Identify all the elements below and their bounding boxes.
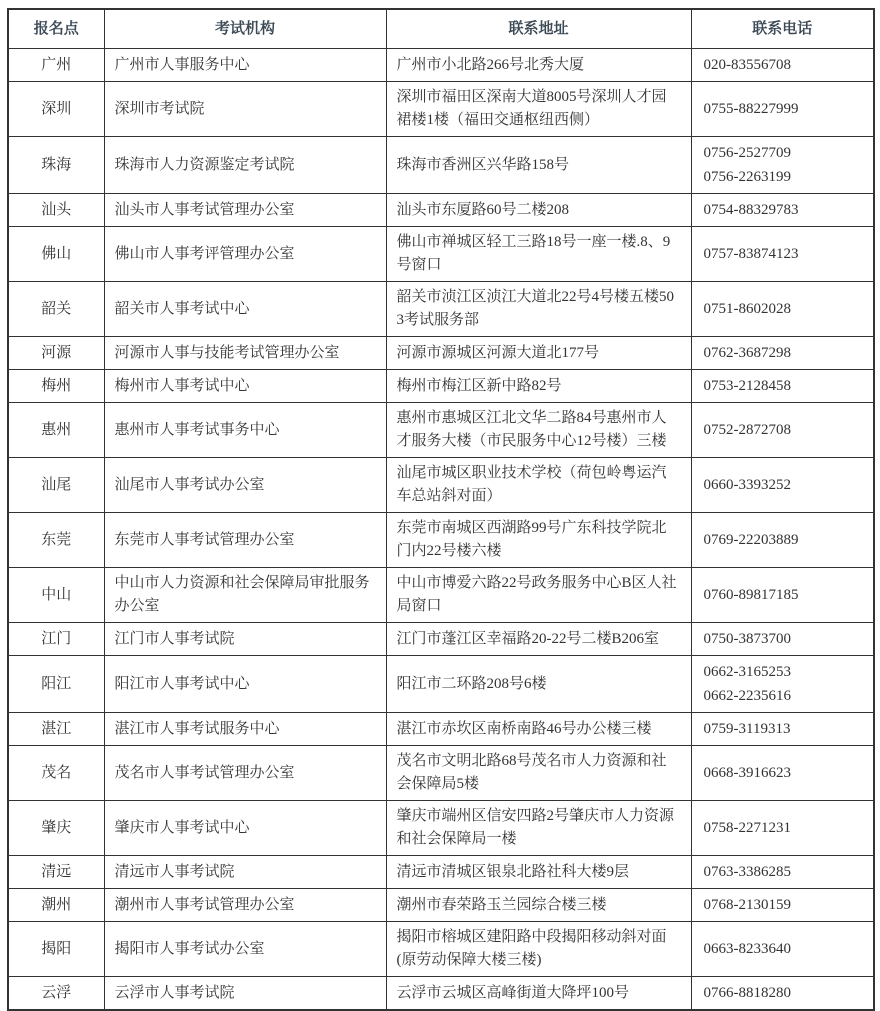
table-row <box>8 137 874 194</box>
phone-cell <box>691 922 874 977</box>
address-cell: 中山市博爱六路22号政务服务中心B区人社局窗口 <box>386 568 691 623</box>
address-cell: 揭阳市榕城区建阳路中段揭阳移动斜对面(原劳动保障大楼三楼) <box>386 922 691 977</box>
address-cell: 潮州市春荣路玉兰园综合楼三楼 <box>386 889 691 922</box>
exam-org-cell: 汕尾市人事考试办公室 <box>104 458 386 513</box>
table-row <box>8 49 874 82</box>
table-row <box>8 623 874 656</box>
phone-number: 0768-2130159 <box>703 897 791 913</box>
exam-org-cell: 清远市人事考试院 <box>104 856 386 889</box>
registration-point-cell: 广州 <box>8 49 104 82</box>
exam-org-cell: 梅州市人事考试中心 <box>104 370 386 403</box>
phone-cell <box>691 137 874 194</box>
address-cell: 河源市源城区河源大道北177号 <box>386 337 691 370</box>
exam-org-cell: 潮州市人事考试管理办公室 <box>104 889 386 922</box>
phone-number: 0760-89817185 <box>703 587 799 603</box>
registration-point-cell: 阳江 <box>8 656 104 713</box>
phone-cell <box>691 194 874 227</box>
address-cell: 湛江市赤坎区南桥南路46号办公楼三楼 <box>386 713 691 746</box>
registration-point-cell: 湛江 <box>8 713 104 746</box>
registration-point-cell: 江门 <box>8 623 104 656</box>
table-row <box>8 801 874 856</box>
exam-registration-contact-table <box>7 8 875 1011</box>
registration-point-cell: 汕头 <box>8 194 104 227</box>
address-cell: 肇庆市端州区信安四路2号肇庆市人力资源和社会保障局一楼 <box>386 801 691 856</box>
exam-org-cell: 汕头市人事考试管理办公室 <box>104 194 386 227</box>
phone-number: 0660-3393252 <box>703 477 791 493</box>
table-row <box>8 370 874 403</box>
registration-point-cell: 韶关 <box>8 282 104 337</box>
exam-org-cell: 惠州市人事考试事务中心 <box>104 403 386 458</box>
exam-org-cell: 中山市人力资源和社会保障局审批服务办公室 <box>104 568 386 623</box>
phone-number: 0756-2263199 <box>703 169 791 185</box>
registration-point-cell: 清远 <box>8 856 104 889</box>
address-cell: 佛山市禅城区轻工三路18号一座一楼.8、9号窗口 <box>386 227 691 282</box>
phone-number: 0757-83874123 <box>703 246 799 262</box>
registration-point-cell: 惠州 <box>8 403 104 458</box>
address-cell: 深圳市福田区深南大道8005号深圳人才园裙楼1楼（福田交通枢纽西侧） <box>386 82 691 137</box>
phone-number: 0751-8602028 <box>703 301 791 317</box>
phone-cell <box>691 370 874 403</box>
table-row <box>8 746 874 801</box>
header-address: 联系地址 <box>386 9 691 49</box>
table-header <box>8 9 874 49</box>
phone-number: 0756-2527709 <box>703 145 791 161</box>
phone-number: 0668-3916623 <box>703 765 791 781</box>
registration-point-cell: 河源 <box>8 337 104 370</box>
phone-cell <box>691 227 874 282</box>
address-cell: 汕头市东厦路60号二楼208 <box>386 194 691 227</box>
address-cell: 清远市清城区银泉北路社科大楼9层 <box>386 856 691 889</box>
registration-point-cell: 东莞 <box>8 513 104 568</box>
phone-number: 0752-2872708 <box>703 422 791 438</box>
registration-point-cell: 佛山 <box>8 227 104 282</box>
exam-org-cell: 河源市人事与技能考试管理办公室 <box>104 337 386 370</box>
phone-cell <box>691 889 874 922</box>
phone-number: 0755-88227999 <box>703 101 799 117</box>
phone-number: 0758-2271231 <box>703 820 791 836</box>
phone-number: 0769-22203889 <box>703 532 799 548</box>
phone-cell <box>691 801 874 856</box>
phone-cell <box>691 746 874 801</box>
header-row <box>8 9 874 49</box>
table-row <box>8 194 874 227</box>
table-row <box>8 713 874 746</box>
phone-cell <box>691 856 874 889</box>
phone-cell <box>691 403 874 458</box>
address-cell: 惠州市惠城区江北文华二路84号惠州市人才服务大楼（市民服务中心12号楼）三楼 <box>386 403 691 458</box>
phone-number: 0663-8233640 <box>703 941 791 957</box>
registration-point-cell: 肇庆 <box>8 801 104 856</box>
phone-cell <box>691 282 874 337</box>
address-cell: 珠海市香洲区兴华路158号 <box>386 137 691 194</box>
phone-cell <box>691 82 874 137</box>
phone-number: 0662-3165253 <box>703 664 791 680</box>
address-cell: 韶关市浈江区浈江大道北22号4号楼五楼503考试服务部 <box>386 282 691 337</box>
exam-org-cell: 茂名市人事考试管理办公室 <box>104 746 386 801</box>
exam-org-cell: 珠海市人力资源鉴定考试院 <box>104 137 386 194</box>
table-row <box>8 403 874 458</box>
phone-cell <box>691 513 874 568</box>
registration-point-cell: 中山 <box>8 568 104 623</box>
registration-point-cell: 深圳 <box>8 82 104 137</box>
table-row <box>8 977 874 1011</box>
registration-point-cell: 珠海 <box>8 137 104 194</box>
exam-org-cell: 韶关市人事考试中心 <box>104 282 386 337</box>
exam-org-cell: 佛山市人事考评管理办公室 <box>104 227 386 282</box>
exam-org-cell: 江门市人事考试院 <box>104 623 386 656</box>
phone-number: 0662-2235616 <box>703 688 791 704</box>
exam-org-cell: 湛江市人事考试服务中心 <box>104 713 386 746</box>
table-body <box>8 49 874 1011</box>
address-cell: 江门市蓬江区幸福路20-22号二楼B206室 <box>386 623 691 656</box>
registration-point-cell: 潮州 <box>8 889 104 922</box>
header-exam-org: 考试机构 <box>104 9 386 49</box>
registration-point-cell: 云浮 <box>8 977 104 1011</box>
table-row <box>8 458 874 513</box>
exam-org-cell: 阳江市人事考试中心 <box>104 656 386 713</box>
phone-number: 0753-2128458 <box>703 378 791 394</box>
phone-number: 0766-8818280 <box>703 985 791 1001</box>
phone-cell <box>691 656 874 713</box>
address-cell: 梅州市梅江区新中路82号 <box>386 370 691 403</box>
phone-number: 0750-3873700 <box>703 631 791 647</box>
address-cell: 茂名市文明北路68号茂名市人力资源和社会保障局5楼 <box>386 746 691 801</box>
table-row <box>8 656 874 713</box>
registration-point-cell: 汕尾 <box>8 458 104 513</box>
table-row <box>8 513 874 568</box>
address-cell: 广州市小北路266号北秀大厦 <box>386 49 691 82</box>
phone-number: 020-83556708 <box>703 57 791 73</box>
table-row <box>8 227 874 282</box>
table-row <box>8 889 874 922</box>
registration-point-cell: 揭阳 <box>8 922 104 977</box>
phone-cell <box>691 713 874 746</box>
table-row <box>8 282 874 337</box>
registration-point-cell: 梅州 <box>8 370 104 403</box>
table-row <box>8 82 874 137</box>
address-cell: 云浮市云城区高峰街道大降坪100号 <box>386 977 691 1011</box>
phone-cell <box>691 623 874 656</box>
exam-org-cell: 广州市人事服务中心 <box>104 49 386 82</box>
header-registration-point: 报名点 <box>8 9 104 49</box>
phone-number: 0759-3119313 <box>703 721 791 737</box>
exam-org-cell: 揭阳市人事考试办公室 <box>104 922 386 977</box>
exam-org-cell: 肇庆市人事考试中心 <box>104 801 386 856</box>
table-row <box>8 568 874 623</box>
exam-org-cell: 深圳市考试院 <box>104 82 386 137</box>
phone-number: 0754-88329783 <box>703 202 799 218</box>
phone-cell <box>691 568 874 623</box>
table-row <box>8 922 874 977</box>
registration-point-cell: 茂名 <box>8 746 104 801</box>
header-phone: 联系电话 <box>691 9 874 49</box>
address-cell: 汕尾市城区职业技术学校（荷包岭粤运汽车总站斜对面） <box>386 458 691 513</box>
phone-cell <box>691 49 874 82</box>
address-cell: 阳江市二环路208号6楼 <box>386 656 691 713</box>
phone-cell <box>691 458 874 513</box>
exam-org-cell: 东莞市人事考试管理办公室 <box>104 513 386 568</box>
table-row <box>8 337 874 370</box>
phone-cell <box>691 337 874 370</box>
phone-number: 0762-3687298 <box>703 345 791 361</box>
phone-number: 0763-3386285 <box>703 864 791 880</box>
exam-org-cell: 云浮市人事考试院 <box>104 977 386 1011</box>
phone-cell <box>691 977 874 1011</box>
table-row <box>8 856 874 889</box>
address-cell: 东莞市南城区西湖路99号广东科技学院北门内22号楼六楼 <box>386 513 691 568</box>
